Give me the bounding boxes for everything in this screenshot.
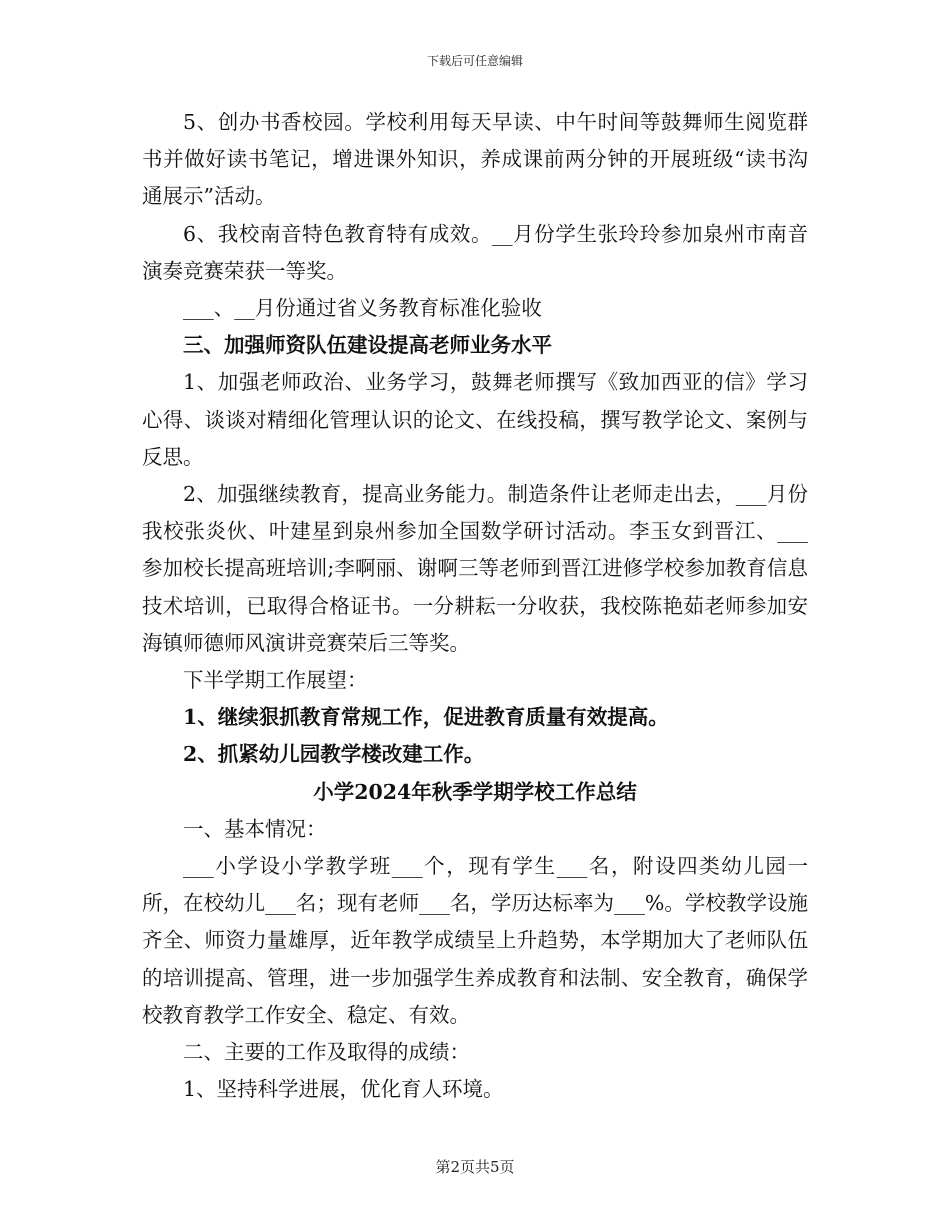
outlook-item-1: 1、继续狠抓教育常规工作，促进教育质量有效提高。 [183, 705, 669, 730]
paragraph-reading-campus: 5、创办书香校园。学校利用每天早读、中午时间等鼓舞师生阅览群书并做好读书笔记，增进课外知识，养成课前两分钟的开展班级“读书沟通展示”活动。 [142, 110, 808, 209]
document-title: 小学2024年秋季学期学校工作总结 [313, 779, 637, 804]
paragraph-next-term-outlook: 下半学期工作展望： [183, 668, 368, 693]
document-body [142, 104, 808, 1108]
section-heading-teacher-development: 三、加强师资队伍建设提高老师业务水平 [183, 333, 552, 358]
paragraph-teacher-study: 1、加强老师政治、业务学习，鼓舞老师撰写《致加西亚的信》学习心得、谈谈对精细化管理认识的论文、在线投稿，撰写教学论文、案例与反思。 [142, 370, 808, 469]
outlook-item-2: 2、抓紧幼儿园教学楼改建工作。 [183, 742, 485, 767]
paragraph-standardization-acceptance: ___、__月份通过省义务教育标准化验收 [183, 296, 542, 321]
paragraph-continuing-education: 2、加强继续教育，提高业务能力。制造条件让老师走出去，___月份我校张炎伙、叶建星到泉州参加全国数学研讨活动。李玉女到晋江、___参加校长提高班培训;李啊丽、谢啊三等老师到晋江进修学校参加教育信息技术培训，已取得合格证书。一分耕耘一分收获，我校陈艳茹老师参加安海镇师德师风演讲竞赛荣后三等奖。 [142, 482, 808, 655]
page-header-note: 下载后可任意编辑 [426, 54, 523, 68]
paragraph-scientific-development: 1、坚持科学进展，优化育人环境。 [183, 1077, 504, 1102]
paragraph-nanyin-achievement: 6、我校南音特色教育特有成效。__月份学生张玲玲参加泉州市南音演奏竞赛荣获一等奖。 [142, 221, 808, 283]
paragraph-basic-info: ___小学设小学教学班___个，现有学生___名，附设四类幼儿园一所，在校幼儿___名；现有老师___名，学历达标率为___%。学校教学设施齐全、师资力量雄厚，近年教学成绩呈上升趋势，本学期加大了老师队伍的培训提高、管理，进一步加强学生养成教育和法制、安全教育，确保学校教育教学工作安全、稳定、有效。 [142, 854, 808, 1027]
section-heading-basic-info: 一、基本情况： [183, 816, 327, 841]
section-heading-main-work: 二、主要的工作及取得的成绩： [183, 1040, 470, 1065]
page-number: 第2页共5页 [435, 1158, 515, 1176]
